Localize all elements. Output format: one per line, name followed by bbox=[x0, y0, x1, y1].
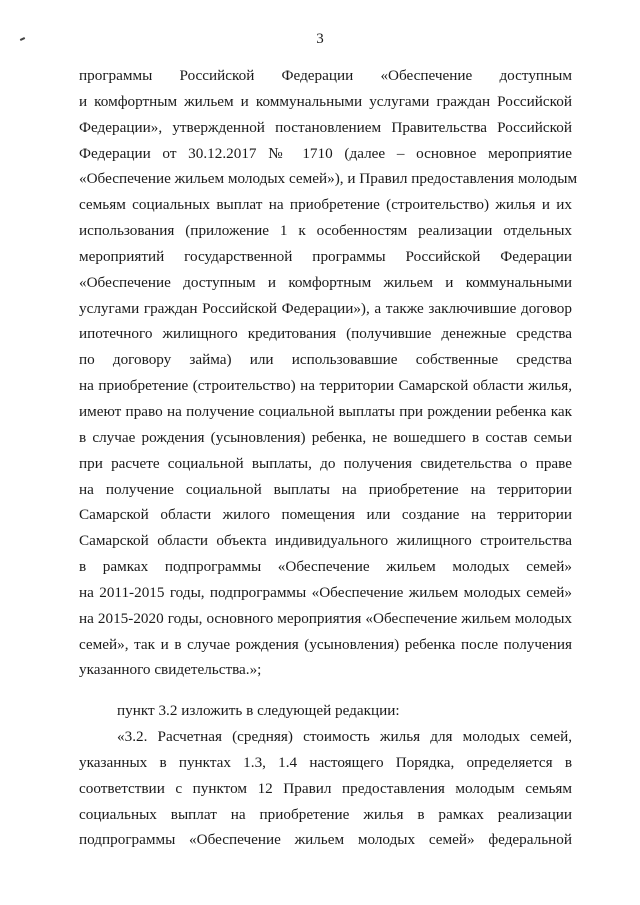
text-line: и комфортным жильем и коммунальными услугами граждан Российской bbox=[79, 92, 572, 110]
text-line: имеют право на получение социальной выплаты при рождении ребенка как bbox=[79, 402, 572, 420]
text-line: на 2011-2015 годы, подпрограммы «Обеспечение жильем молодых семей» bbox=[79, 583, 572, 601]
text-line: Самарской области жилого помещения или создание на территории bbox=[79, 506, 572, 524]
paragraph-2 bbox=[79, 698, 572, 724]
text-line: при расчете социальной выплаты, до получения свидетельства о праве bbox=[79, 454, 572, 472]
text-line: семьям социальных выплат на приобретение (строительство) жилья и их bbox=[79, 196, 572, 214]
text-line: в случае рождения (усыновления) ребенка, не вошедшего в состав семьи bbox=[79, 428, 572, 446]
text-line: семей», так и в случае рождения (усыновления) ребенка после получения bbox=[79, 635, 572, 653]
paragraph-1 bbox=[79, 63, 578, 683]
text-line: пункт 3.2 изложить в следующей редакции: bbox=[117, 702, 400, 720]
text-line: указанных в пунктах 1.3, 1.4 настоящего Порядка, определяется в bbox=[79, 753, 572, 771]
text-line: на приобретение (строительство) на территории Самарской области жилья, bbox=[79, 377, 572, 395]
text-line: «Обеспечение доступным и комфортным жильем и коммунальными bbox=[79, 273, 572, 291]
text-line: программы Российской Федерации «Обеспечение доступным bbox=[79, 67, 572, 84]
text-line: ипотечного жилищного кредитования (получившие денежные средства bbox=[79, 325, 572, 343]
text-line: услугами граждан Российской Федерации»), а также заключившие договор bbox=[79, 299, 572, 317]
text-line: в рамках подпрограммы «Обеспечение жильем молодых семей» bbox=[79, 558, 572, 576]
page-number: 3 bbox=[316, 31, 324, 47]
text-line: Федерации», утвержденной постановлением Правительства Российской bbox=[79, 118, 572, 136]
text-line: на 2015-2020 годы, основного мероприятия «Обеспечение жильем молодых bbox=[79, 609, 572, 627]
text-line: соответствии с пунктом 12 Правил предоставления молодым семьям bbox=[79, 779, 572, 797]
text-line: указанного свидетельства.»; bbox=[79, 661, 262, 679]
text-line: подпрограммы «Обеспечение жильем молодых семей» федеральной bbox=[79, 831, 572, 849]
text-line: на получение социальной выплаты на приобретение на территории bbox=[79, 480, 572, 498]
document-body bbox=[79, 63, 578, 853]
text-line: «3.2. Расчетная (средняя) стоимость жилья для молодых семей, bbox=[117, 728, 572, 746]
text-line: Федерации от 30.12.2017 № 1710 (далее – основное мероприятие bbox=[79, 144, 572, 162]
text-line: «Обеспечение жильем молодых семей»), и Правил предоставления молодым bbox=[79, 170, 578, 188]
text-line: Самарской области объекта индивидуального жилищного строительства bbox=[79, 532, 572, 550]
text-line: использования (приложение 1 к особенностям реализации отдельных bbox=[79, 222, 572, 240]
paragraph-3 bbox=[79, 724, 572, 853]
text-line: социальных выплат на приобретение жилья в рамках реализации bbox=[79, 805, 572, 823]
paragraph-gap bbox=[79, 683, 572, 698]
text-line: мероприятий государственной программы Российской Федерации bbox=[79, 247, 572, 265]
text-line: по договору займа) или использовавшие собственные средства bbox=[79, 351, 572, 369]
